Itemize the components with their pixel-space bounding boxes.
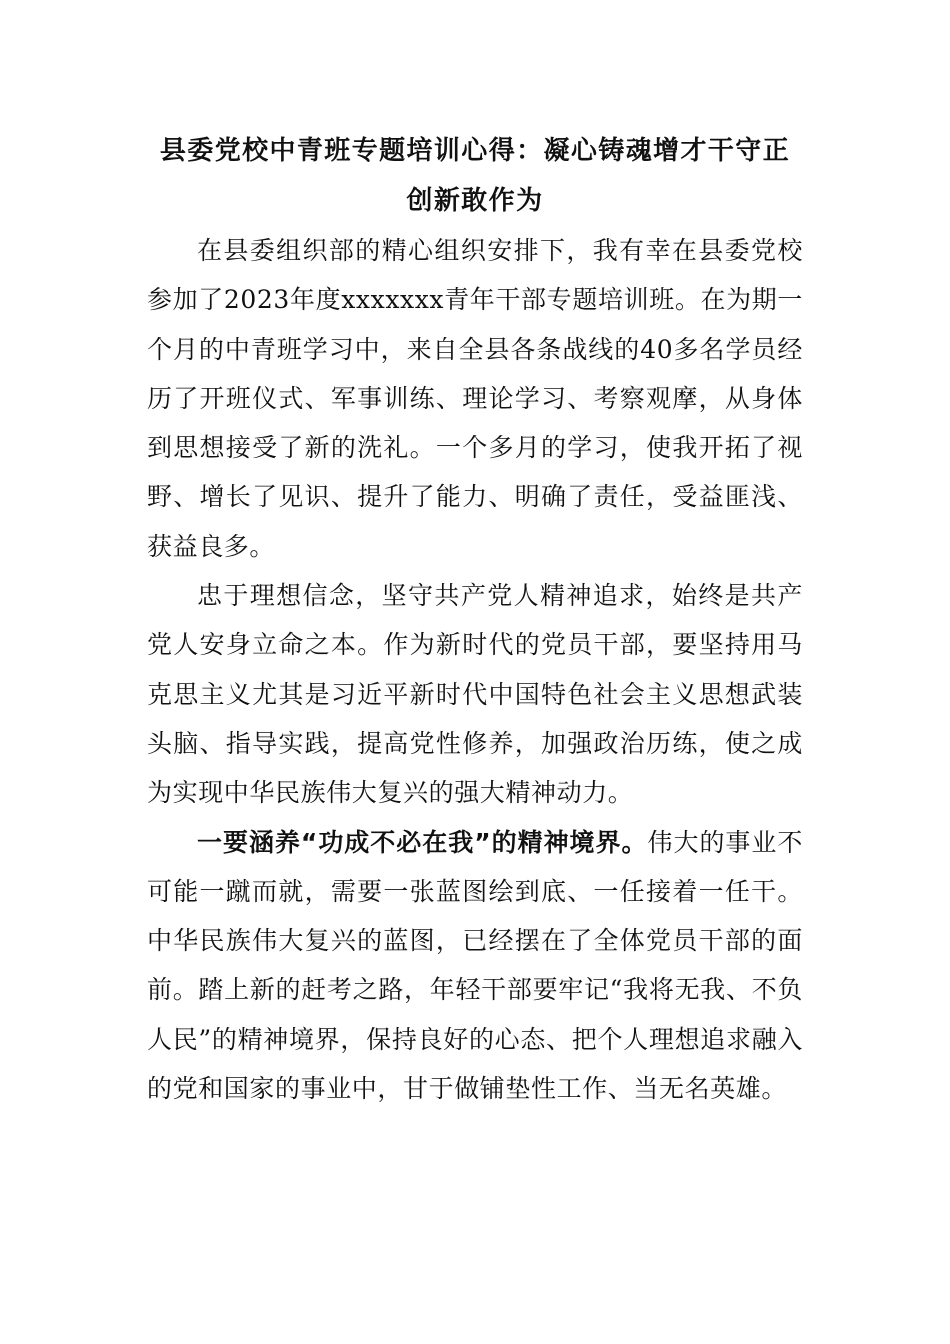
paragraph-ideals	[147, 571, 803, 817]
paragraph-text: 伟大的事业不可能一蹴而就，需要一张蓝图绘到底、一任接着一任干。中华民族伟大复兴的蓝图，已经摆在了全体党员干部的面前。踏上新的赶考之路，年轻干部要牢记“我将无我、不负人民”的精神境界，保持良好的心态、把个人理想追求融入的党和国家的事业中，甘于做铺垫性工作、当无名英雄。	[147, 827, 803, 1104]
document-body	[147, 126, 803, 1113]
paragraph-text: 忠于理想信念，坚守共产党人精神追求，始终是共产党人安身立命之本。作为新时代的党员干部，要坚持用马克思主义尤其是习近平新时代中国特色社会主义思想武装头脑、指导实践，提高党性修养，加强政治历练，使之成为实现中华民族伟大复兴的强大精神动力。	[147, 581, 803, 808]
paragraph-intro	[147, 226, 803, 571]
document-title: 县委党校中青班专题培训心得：凝心铸魂增才干守正创新敢作为	[159, 136, 791, 216]
paragraph-lead: 一要涵养“功成不必在我”的精神境界。	[197, 827, 648, 857]
paragraph-text: 在县委组织部的精心组织安排下，我有幸在县委党校参加了2023年度xxxxxxx青年干部专题培训班。在为期一个月的中青班学习中，来自全县各条战线的40多名学员经历了开班仪式、军事训练、理论学习、考察观摩，从身体到思想接受了新的洗礼。一个多月的学习，使我开拓了视野、增长了见识、提升了能力、明确了责任，受益匪浅、获益良多。	[147, 236, 803, 561]
paragraph-point-one	[147, 818, 803, 1114]
